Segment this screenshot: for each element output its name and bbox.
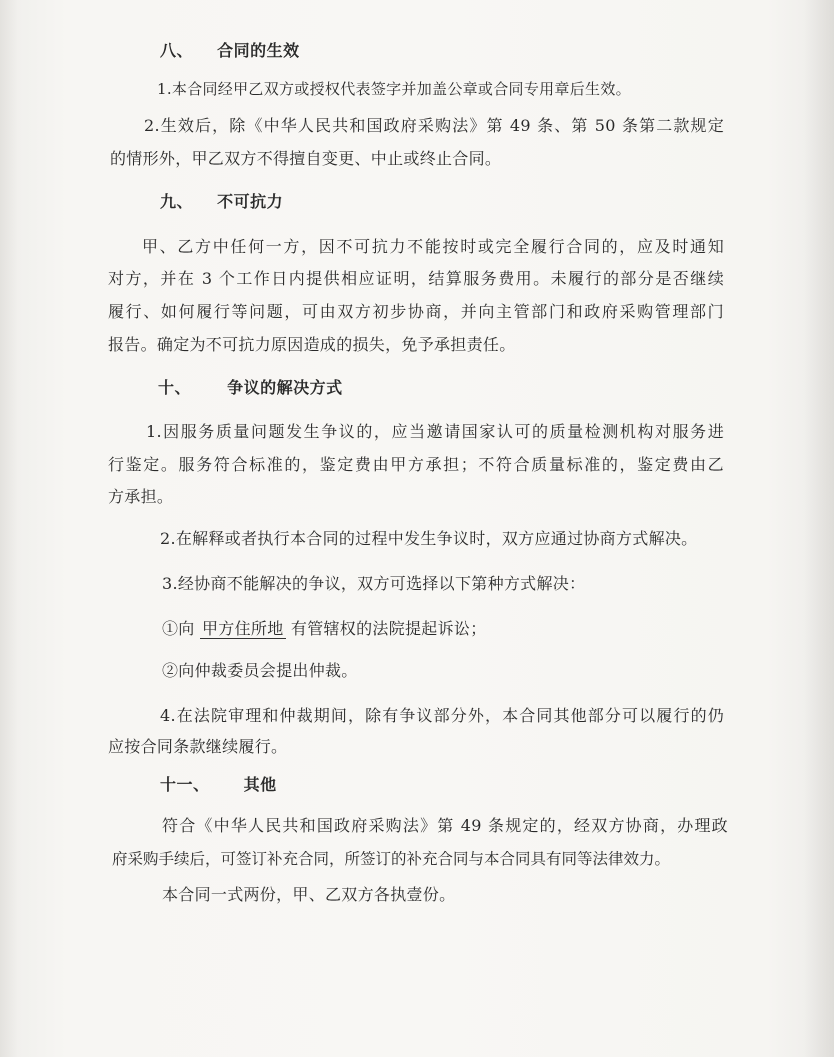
section-9-line-2: 对方，并在 3 个工作日内提供相应证明，结算服务费用。未履行的部分是否继续 xyxy=(108,269,724,288)
section-10-paragraph-3: 3.经协商不能解决的争议，双方可选择以下第种方式解决： xyxy=(162,574,586,593)
option-1-suffix: 有管辖权的法院提起诉讼； xyxy=(290,619,487,638)
section-10-paragraph-1-line-2: 行鉴定。服务符合标准的，鉴定费由甲方承担；不符合质量标准的，鉴定费由乙 xyxy=(108,455,724,474)
section-9-heading xyxy=(160,191,283,213)
section-10-paragraph-4-line-1: 4.在法院审理和仲裁期间，除有争议部分外，本合同其他部分可以履行的仍 xyxy=(160,706,724,725)
section-10-number: 十、 xyxy=(158,378,192,397)
scan-left-edge xyxy=(0,0,18,1057)
section-10-option-1 xyxy=(162,618,487,640)
section-11-paragraph-1-line-1: 符合《中华人民共和国政府采购法》第 49 条规定的，经双方协商，办理政 xyxy=(162,816,728,835)
section-10-heading xyxy=(158,377,343,399)
section-9-title: 不可抗力 xyxy=(217,192,284,211)
option-1-prefix: ①向 xyxy=(162,619,195,638)
section-11-title: 其他 xyxy=(243,775,277,794)
section-8-number: 八、 xyxy=(160,41,194,60)
section-9-line-3: 履行、如何履行等问题，可由双方初步协商，并向主管部门和政府采购管理部门 xyxy=(108,302,724,321)
scan-right-edge xyxy=(804,0,834,1057)
section-9-number: 九、 xyxy=(160,192,194,211)
section-11-heading xyxy=(160,774,277,796)
section-8-paragraph-2-line-1: 2.生效后，除《中华人民共和国政府采购法》第 49 条、第 50 条第二款规定 xyxy=(144,116,724,135)
section-9-line-1: 甲、乙方中任何一方，因不可抗力不能按时或完全履行合同的，应及时通知 xyxy=(142,237,724,256)
section-8-paragraph-2-line-2: 的情形外，甲乙双方不得擅自变更、中止或终止合同。 xyxy=(110,149,502,168)
section-8-paragraph-1: 1.本合同经甲乙双方或授权代表签字并加盖公章或合同专用章后生效。 xyxy=(157,80,631,98)
section-10-option-2: ②向仲裁委员会提出仲裁。 xyxy=(162,661,358,680)
section-10-paragraph-1-line-1: 1.因服务质量问题发生争议的，应当邀请国家认可的质量检测机构对服务进 xyxy=(146,422,724,441)
section-10-paragraph-1-line-3: 方承担。 xyxy=(108,487,174,506)
section-11-paragraph-1-line-2: 府采购手续后，可签订补充合同，所签订的补充合同与本合同具有同等法律效力。 xyxy=(112,850,671,868)
section-11-paragraph-2: 本合同一式两份，甲、乙双方各执壹份。 xyxy=(162,885,456,904)
section-11-number: 十一、 xyxy=(160,775,210,794)
section-8-title: 合同的生效 xyxy=(217,41,300,60)
section-10-paragraph-2: 2.在解释或者执行本合同的过程中发生争议时，双方应通过协商方式解决。 xyxy=(160,529,698,548)
section-10-title: 争议的解决方式 xyxy=(227,378,343,397)
court-location-field: 甲方住所地 xyxy=(202,619,284,638)
section-10-paragraph-4-line-2: 应按合同条款继续履行。 xyxy=(108,737,288,756)
section-9-line-4: 报告。确定为不可抗力原因造成的损失，免予承担责任。 xyxy=(108,335,516,354)
section-8-heading xyxy=(160,40,300,62)
